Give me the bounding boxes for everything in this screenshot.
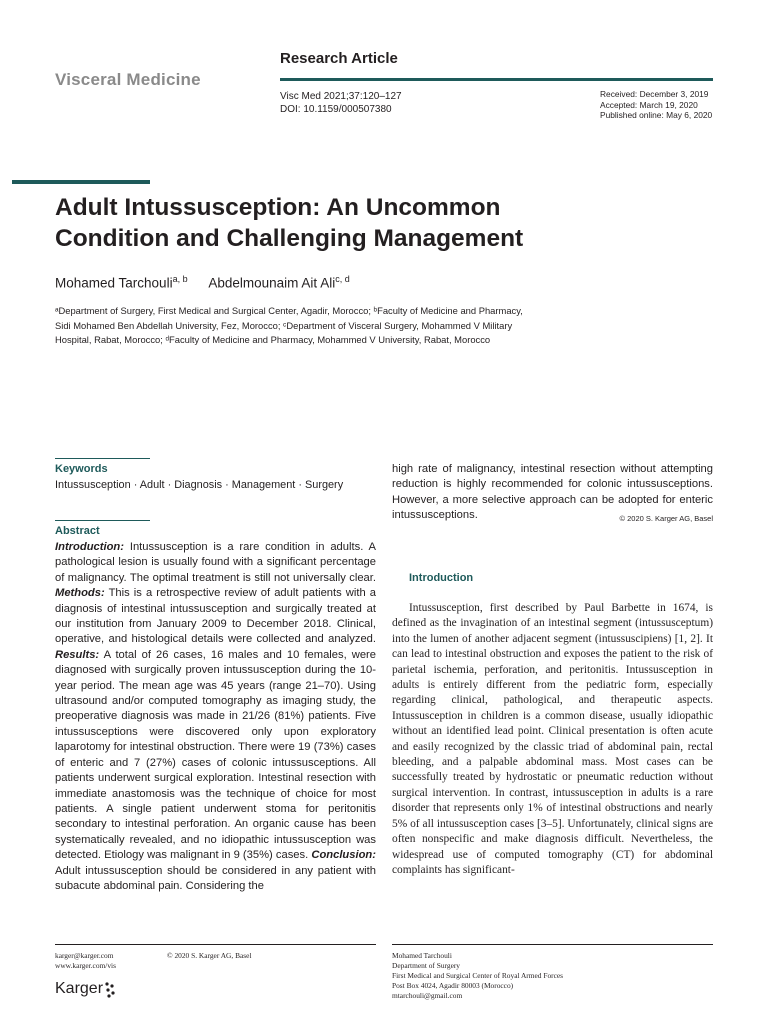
introduction-text: Intussusception, first described by Paul Barbette in 1674, is defined as the invagination of an intestinal segment (intussusceptum) into the lumen of another adjacent segment (intussuscipiens) [1, 2]. It can lead to intestinal obstruction and exposes the patient to the risk of parietal ischemia, perforation, and peritonitis. Intussusception in adults is entirely different from the pediatric form, especially regarding clinical, pathological, and therapeutic aspects. Intussusception in children is a common disease, usually idiopathic without an identified lead point. Clinical presentation is often acute and easily recognized by the classic triad of abdominal pain, rectal bleeding, and a palpable abdominal mass. Most cases can be successfully treated by hydrostatic or pneumatic reduction without surgical intervention. In contrast, intussusception in adults is a rare disorder that represents only 1% of intestinal obstructions and nearly 5% of all intussusception cases [3–5]. Unfortunately, clinical signs are often nonspecific and make diagnosis difficult. Nevertheless, the widespread use of computed tomography (CT) for abdominal complaints has significant- xyxy=(392,602,713,876)
results-label: Results: xyxy=(55,648,100,661)
abstract-copyright: © 2020 S. Karger AG, Basel xyxy=(619,514,713,524)
conclusion-text: Adult intussusception should be considered in any patient with subacute abdominal pain. Considering the xyxy=(55,864,376,892)
publisher-contact xyxy=(55,951,116,971)
corr-name: Mohamed Tarchouli xyxy=(392,951,452,960)
keywords-rule xyxy=(55,458,150,459)
doi-link[interactable]: DOI: 10.1159/000507380 xyxy=(280,104,392,115)
accepted-date: Accepted: March 19, 2020 xyxy=(600,99,698,110)
abstract-heading: Abstract xyxy=(55,525,100,537)
abstract-text xyxy=(55,540,376,894)
methods-text: This is a retrospective review of adult patients with a diagnosis of intestinal intussusception and surgically treated at our institution from January 2009 to December 2018. Clinical, operative, and histological details were collected and analyzed. xyxy=(55,587,376,646)
published-date: Published online: May 6, 2020 xyxy=(600,110,713,120)
author-1-affil: a, b xyxy=(172,274,188,284)
conclusion-label: Conclusion: xyxy=(311,849,376,862)
article-type: Research Article xyxy=(280,50,398,67)
keywords-heading: Keywords xyxy=(55,463,108,475)
corr-dept: Department of Surgery xyxy=(392,961,461,970)
author-2-affil: c, d xyxy=(335,274,350,284)
header-rule xyxy=(280,78,713,81)
title-line-1: Adult Intussusception: An Uncommon xyxy=(55,194,501,221)
karger-logo-icon xyxy=(103,980,117,1005)
footer-rule-left xyxy=(55,944,376,945)
karger-logo: Karger xyxy=(55,980,104,997)
keywords-text: Intussusception · Adult · Diagnosis · Management · Surgery xyxy=(55,479,344,491)
publisher-email[interactable]: karger@karger.com xyxy=(55,951,114,960)
abstract-rule xyxy=(55,520,150,521)
introduction-heading: Introduction xyxy=(409,572,474,584)
publisher-web[interactable]: www.karger.com/vis xyxy=(55,961,116,970)
corr-inst: First Medical and Surgical Center of Royal Armed Forces xyxy=(392,971,564,980)
journal-name: Visceral Medicine xyxy=(55,70,201,89)
author-2[interactable]: Abdelmounaim Ait Ali xyxy=(208,275,336,291)
intro-label: Introduction: xyxy=(55,541,124,553)
footer-copyright: © 2020 S. Karger AG, Basel xyxy=(167,951,252,960)
title-accent-bar xyxy=(12,180,150,184)
corr-addr: Post Box 4024, Agadir 80003 (Morocco) xyxy=(392,981,514,990)
affiliation-line: Sidi Mohamed Ben Abdellah University, Fez, Morocco; ᶜDepartment of Visceral Surgery, Mohammed V Military xyxy=(55,319,513,331)
citation-block xyxy=(280,90,402,116)
affiliations xyxy=(55,304,655,348)
citation: Visc Med 2021;37:120–127 xyxy=(280,91,402,102)
abstract-continued-text: high rate of malignancy, intestinal resection without attempting reduction is highly recommended for colonic intussusceptions. However, a more selective approach can be adopted for enteric intussusceptions. xyxy=(392,463,713,522)
received-date: Received: December 3, 2019 xyxy=(600,89,709,99)
affiliation-line: ᵃDepartment of Surgery, First Medical and Surgical Center, Agadir, Morocco; ᵇFaculty of Medicine and Pharmacy, xyxy=(55,305,523,316)
author-1[interactable]: Mohamed Tarchouli xyxy=(55,275,173,291)
title-line-2: Condition and Challenging Management xyxy=(55,225,524,252)
article-title xyxy=(55,192,695,254)
affiliation-line: Hospital, Rabat, Morocco; ᵈFaculty of Medicine and Pharmacy, Mohammed V University, Rabat, Morocco xyxy=(55,334,491,345)
author-list xyxy=(55,274,350,291)
publication-dates xyxy=(600,89,712,121)
results-text: A total of 26 cases, 16 males and 10 females, were diagnosed with surgically proven intussusception during the 10-year period. The mean age was 45 years (range 21–70). Using ultrasound and/or computed tomography as imaging study, the preoperative diagnosis was made in 21/26 (81%) patients. Five intussusceptions were discovered only upon exploratory laparotomy for intestinal obstruction. There were 19 (73%) cases of enteric and 7 (27%) cases of colonic intussusceptions. All patients underwent surgical exploration. Intestinal resection with immediate anastomosis was the technique of choice for most patients. A single patient underwent stoma for peritonitis secondary to intestinal perforation. An organic cause has been systematically revealed, and no idiopathic intussusception was detected. Etiology was malignant in 9 (35%) cases. xyxy=(55,648,376,862)
methods-label: Methods: xyxy=(55,587,105,600)
footer-rule-right xyxy=(392,944,713,945)
abstract-continued xyxy=(392,462,713,527)
correspondence xyxy=(392,951,563,1001)
corr-email[interactable]: mtarchouli@gmail.com xyxy=(392,991,463,1000)
intro-text: Intussusception is a rare condition in adults. A pathological lesion is usually found with a significant percentage of malignancy. The optimal treatment is still not universally clear. xyxy=(55,541,376,584)
